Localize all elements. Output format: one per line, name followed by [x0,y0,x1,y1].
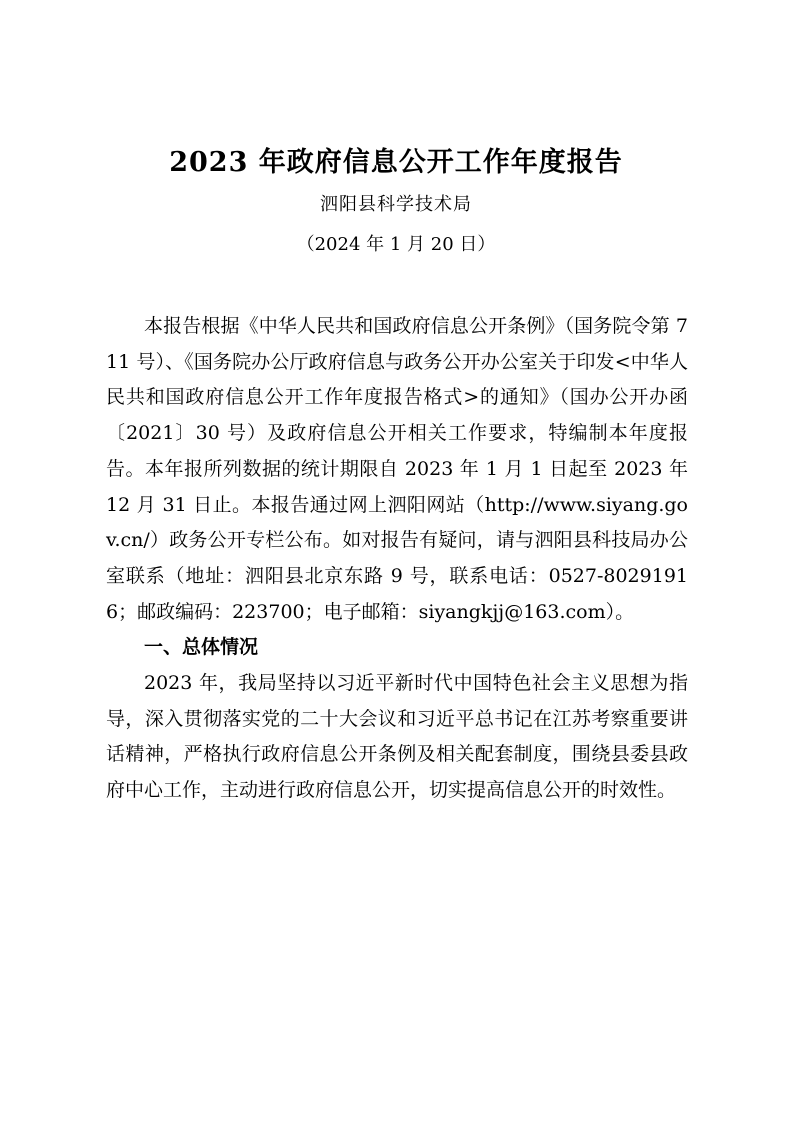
report-title: 2023 年政府信息公开工作年度报告 [169,147,623,178]
agency-name: 泗阳县科学技术局 [320,194,472,215]
overview-paragraph: 2023 年，我局坚持以习近平新时代中国特色社会主义思想为指导，深入贯彻落实党的二十大会议和习近平总书记在江苏考察重要讲话精神，严格执行政府信息公开条例及相关配套制度，围绕县委县政府中心工作，主动进行政府信息公开，切实提高信息公开的时效性。 [106,672,688,802]
report-body [106,309,688,809]
report-date: （2024 年 1 月 20 日） [296,234,496,255]
intro-paragraph: 本报告根据《中华人民共和国政府信息公开条例》（国务院令第 711 号）、《国务院办公厅政府信息与政务公开办公室关于印发<中华人民共和国政府信息公开工作年度报告格式>的通知》（国办公开办函〔2021〕30 号）及政府信息公开相关工作要求，特编制本年度报告。本年报所列数据的统计期限自 2023 年 1 月 1 日起至 2023 年 12 月 31 日止。本报告通过网上泗阳网站（http://www.siyang.gov.cn/）政务公开专栏公布。如对报告有疑问，请与泗阳县科技局办公室联系（地址：泗阳县北京东路 9 号，联系电话：0527-80291916；邮政编码：223700；电子邮箱：siyangkjj@163.com）。 [106,315,688,623]
section-heading-overview: 一、总体情况 [144,636,259,659]
